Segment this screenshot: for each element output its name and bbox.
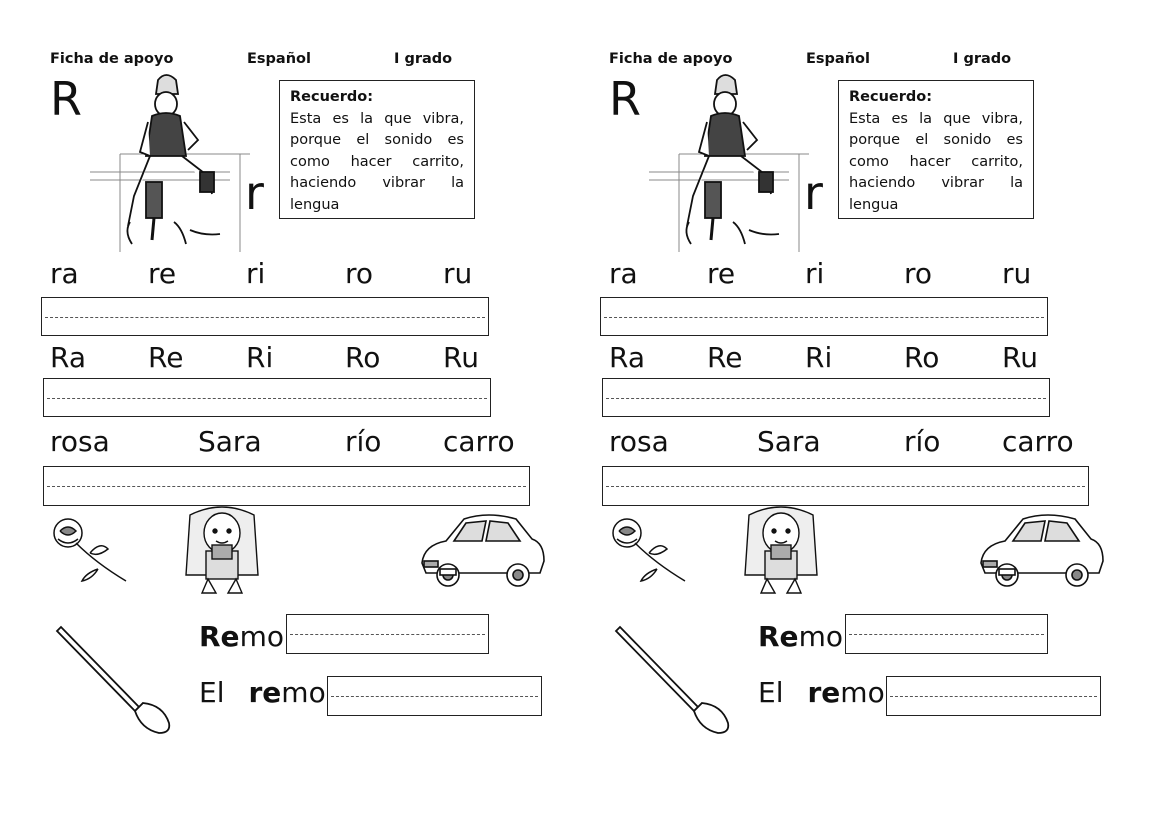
writing-line[interactable] [286, 614, 489, 654]
syllable-upper: Ra [50, 341, 86, 374]
word-carro: carro [1002, 425, 1074, 458]
syllable-lower: ro [345, 257, 374, 290]
oar-icon [614, 625, 734, 737]
rose-icon [609, 513, 691, 585]
syllable-lower: ro [904, 257, 933, 290]
oar-icon [55, 625, 175, 737]
rose-icon [50, 513, 132, 585]
syllable-upper: Ri [805, 341, 833, 374]
writing-line[interactable] [886, 676, 1101, 716]
syllable-lower: ri [246, 257, 266, 290]
car-icon [418, 511, 546, 591]
reminder-box [279, 80, 475, 219]
word-sara: Sara [198, 425, 262, 458]
subject-label: Español [247, 51, 311, 67]
reminder-box [838, 80, 1034, 219]
syllable-lower: re [148, 257, 177, 290]
reminder-title: Recuerdo: [849, 89, 933, 105]
grade-label: I grado [394, 51, 453, 67]
uppercase-letter: R [50, 72, 82, 126]
worksheet [0, 0, 560, 827]
sheet-title: Ficha de apoyo [609, 51, 733, 67]
grade-label: I grado [953, 51, 1012, 67]
syllable-upper: Ro [345, 341, 381, 374]
jackhammer-worker-illustration [649, 72, 809, 257]
syllable-lower: re [707, 257, 736, 290]
word-rio: río [345, 425, 382, 458]
syllable-lower: ru [443, 257, 473, 290]
lowercase-letter: r [245, 166, 264, 220]
syllable-lower: ra [50, 257, 79, 290]
word-rosa: rosa [609, 425, 669, 458]
uppercase-letter: R [609, 72, 641, 126]
reminder-title: Recuerdo: [290, 89, 374, 105]
writing-line[interactable] [600, 297, 1048, 336]
syllable-upper: Ri [246, 341, 274, 374]
writing-line[interactable] [41, 297, 489, 336]
syllable-upper: Ru [1002, 341, 1038, 374]
writing-line[interactable] [327, 676, 542, 716]
writing-line[interactable] [602, 378, 1050, 417]
phrase-el-remo: El remo [758, 676, 885, 709]
syllable-lower: ri [805, 257, 825, 290]
car-icon [977, 511, 1105, 591]
word-remo: Remo [199, 620, 284, 653]
syllable-upper: Ru [443, 341, 479, 374]
writing-line[interactable] [602, 466, 1089, 506]
jackhammer-worker-illustration [90, 72, 250, 257]
word-sara: Sara [757, 425, 821, 458]
word-carro: carro [443, 425, 515, 458]
word-rosa: rosa [50, 425, 110, 458]
reminder-body: Esta es la que vibra, porque el sonido es como hacer carrito, haciendo vibrar la lengua [290, 110, 464, 213]
syllable-upper: Ro [904, 341, 940, 374]
subject-label: Español [806, 51, 870, 67]
syllable-upper: Ra [609, 341, 645, 374]
syllable-upper: Re [148, 341, 184, 374]
syllable-upper: Re [707, 341, 743, 374]
word-remo: Remo [758, 620, 843, 653]
reminder-body: Esta es la que vibra, porque el sonido es como hacer carrito, haciendo vibrar la lengua [849, 110, 1023, 213]
word-rio: río [904, 425, 941, 458]
lowercase-letter: r [804, 166, 823, 220]
writing-line[interactable] [43, 378, 491, 417]
girl-illustration [180, 505, 264, 599]
writing-line[interactable] [845, 614, 1048, 654]
writing-line[interactable] [43, 466, 530, 506]
phrase-el-remo: El remo [199, 676, 326, 709]
worksheet [559, 0, 1119, 827]
syllable-lower: ra [609, 257, 638, 290]
girl-illustration [739, 505, 823, 599]
sheet-title: Ficha de apoyo [50, 51, 174, 67]
syllable-lower: ru [1002, 257, 1032, 290]
